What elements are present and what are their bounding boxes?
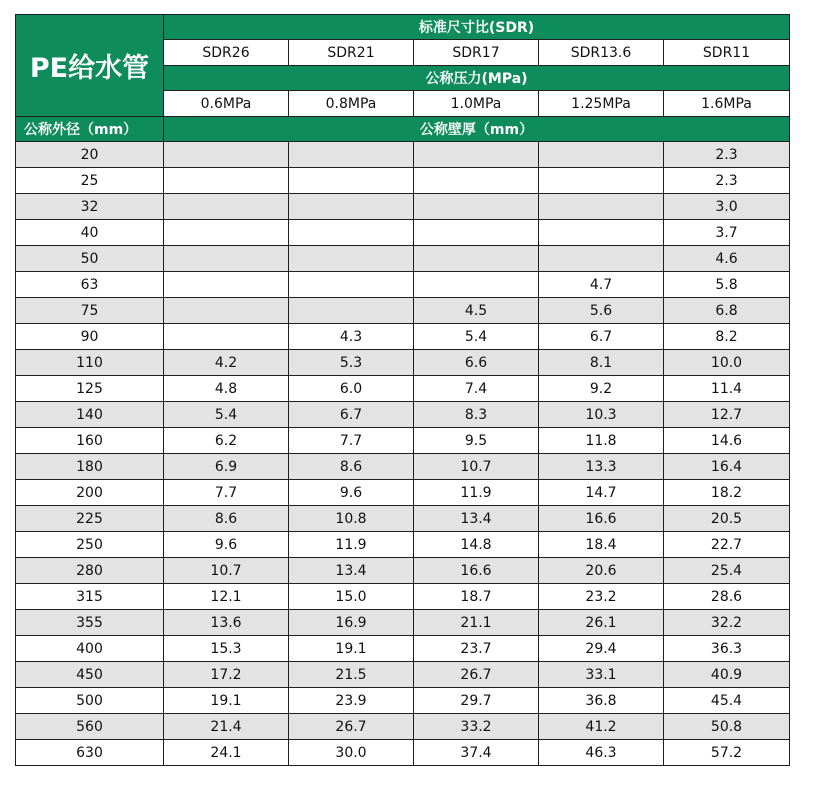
wall-thickness-cell: 11.9 — [414, 480, 539, 506]
wall-thickness-cell: 22.7 — [664, 532, 790, 558]
wall-thickness-cell: 4.6 — [664, 246, 790, 272]
table-row — [16, 298, 790, 324]
wall-thickness-cell: 14.8 — [414, 532, 539, 558]
wall-thickness-cell — [539, 142, 664, 168]
wall-thickness-cell — [414, 272, 539, 298]
wall-thickness-cell — [289, 220, 414, 246]
wall-thickness-cell: 10.7 — [164, 558, 289, 584]
wall-thickness-cell: 21.5 — [289, 662, 414, 688]
outer-diameter-cell: 400 — [16, 636, 164, 662]
wall-thickness-cell: 4.3 — [289, 324, 414, 350]
wall-thickness-cell — [414, 246, 539, 272]
wall-thickness-cell — [289, 246, 414, 272]
wall-thickness-cell: 12.1 — [164, 584, 289, 610]
wall-thickness-cell: 13.4 — [289, 558, 414, 584]
wall-thickness-cell: 16.4 — [664, 454, 790, 480]
wall-thickness-cell: 9.6 — [289, 480, 414, 506]
wall-thickness-cell: 23.9 — [289, 688, 414, 714]
table-row — [16, 740, 790, 766]
wall-thickness-cell: 33.2 — [414, 714, 539, 740]
table-row — [16, 532, 790, 558]
outer-diameter-cell: 250 — [16, 532, 164, 558]
wall-thickness-cell: 13.3 — [539, 454, 664, 480]
wall-thickness-cell: 17.2 — [164, 662, 289, 688]
wall-thickness-cell: 5.3 — [289, 350, 414, 376]
wall-thickness-cell: 23.2 — [539, 584, 664, 610]
wall-thickness-cell: 24.1 — [164, 740, 289, 766]
outer-diameter-cell: 500 — [16, 688, 164, 714]
wall-thickness-cell: 29.7 — [414, 688, 539, 714]
table-row — [16, 558, 790, 584]
thickness-header: 公称壁厚（mm） — [164, 117, 790, 142]
wall-thickness-cell — [414, 168, 539, 194]
pressure-header: 公称压力(MPa) — [164, 66, 790, 91]
outer-diameter-cell: 75 — [16, 298, 164, 324]
wall-thickness-cell: 16.6 — [539, 506, 664, 532]
wall-thickness-cell — [164, 272, 289, 298]
wall-thickness-cell — [289, 142, 414, 168]
pressure-cell: 0.8MPa — [289, 91, 414, 117]
wall-thickness-cell: 18.4 — [539, 532, 664, 558]
wall-thickness-cell: 26.1 — [539, 610, 664, 636]
diameter-header: 公称外径（mm） — [16, 117, 164, 142]
sdr-cell: SDR26 — [164, 40, 289, 66]
wall-thickness-cell — [289, 168, 414, 194]
wall-thickness-cell — [414, 142, 539, 168]
outer-diameter-cell: 200 — [16, 480, 164, 506]
wall-thickness-cell: 8.2 — [664, 324, 790, 350]
wall-thickness-cell: 5.4 — [414, 324, 539, 350]
wall-thickness-cell: 32.2 — [664, 610, 790, 636]
wall-thickness-cell: 4.8 — [164, 376, 289, 402]
wall-thickness-cell: 11.8 — [539, 428, 664, 454]
wall-thickness-cell: 20.5 — [664, 506, 790, 532]
wall-thickness-cell: 4.2 — [164, 350, 289, 376]
outer-diameter-cell: 225 — [16, 506, 164, 532]
wall-thickness-cell — [164, 324, 289, 350]
table-row — [16, 584, 790, 610]
table-row — [16, 714, 790, 740]
table-row — [16, 688, 790, 714]
wall-thickness-cell: 41.2 — [539, 714, 664, 740]
wall-thickness-cell: 14.6 — [664, 428, 790, 454]
outer-diameter-cell: 180 — [16, 454, 164, 480]
wall-thickness-cell — [289, 194, 414, 220]
wall-thickness-cell — [539, 168, 664, 194]
outer-diameter-cell: 140 — [16, 402, 164, 428]
wall-thickness-cell — [164, 194, 289, 220]
wall-thickness-cell: 8.6 — [164, 506, 289, 532]
wall-thickness-cell: 6.8 — [664, 298, 790, 324]
table-row — [16, 428, 790, 454]
wall-thickness-cell — [289, 272, 414, 298]
wall-thickness-cell: 10.8 — [289, 506, 414, 532]
wall-thickness-cell: 21.4 — [164, 714, 289, 740]
wall-thickness-cell — [539, 246, 664, 272]
wall-thickness-cell — [539, 220, 664, 246]
wall-thickness-cell: 40.9 — [664, 662, 790, 688]
table-row — [16, 350, 790, 376]
wall-thickness-cell: 37.4 — [414, 740, 539, 766]
wall-thickness-cell: 6.9 — [164, 454, 289, 480]
wall-thickness-cell: 4.7 — [539, 272, 664, 298]
outer-diameter-cell: 63 — [16, 272, 164, 298]
wall-thickness-cell: 9.2 — [539, 376, 664, 402]
pressure-cell: 1.25MPa — [539, 91, 664, 117]
sdr-cell: SDR13.6 — [539, 40, 664, 66]
outer-diameter-cell: 50 — [16, 246, 164, 272]
wall-thickness-cell: 7.7 — [164, 480, 289, 506]
table-row — [16, 142, 790, 168]
wall-thickness-cell: 50.8 — [664, 714, 790, 740]
table-row — [16, 194, 790, 220]
wall-thickness-cell: 19.1 — [289, 636, 414, 662]
wall-thickness-cell: 46.3 — [539, 740, 664, 766]
outer-diameter-cell: 90 — [16, 324, 164, 350]
outer-diameter-cell: 40 — [16, 220, 164, 246]
outer-diameter-cell: 160 — [16, 428, 164, 454]
wall-thickness-cell: 45.4 — [664, 688, 790, 714]
wall-thickness-cell: 2.3 — [664, 168, 790, 194]
outer-diameter-cell: 32 — [16, 194, 164, 220]
wall-thickness-cell: 26.7 — [414, 662, 539, 688]
wall-thickness-cell: 6.7 — [289, 402, 414, 428]
wall-thickness-cell: 13.4 — [414, 506, 539, 532]
wall-thickness-cell: 7.7 — [289, 428, 414, 454]
wall-thickness-cell: 15.3 — [164, 636, 289, 662]
table-row — [16, 480, 790, 506]
wall-thickness-cell: 57.2 — [664, 740, 790, 766]
wall-thickness-cell: 18.7 — [414, 584, 539, 610]
wall-thickness-cell: 9.5 — [414, 428, 539, 454]
wall-thickness-cell: 29.4 — [539, 636, 664, 662]
table-row — [16, 610, 790, 636]
wall-thickness-cell: 15.0 — [289, 584, 414, 610]
pe-pipe-spec-table — [15, 14, 790, 766]
wall-thickness-cell: 18.2 — [664, 480, 790, 506]
table-row — [16, 168, 790, 194]
wall-thickness-cell: 13.6 — [164, 610, 289, 636]
wall-thickness-cell: 6.6 — [414, 350, 539, 376]
pressure-cell: 1.0MPa — [414, 91, 539, 117]
wall-thickness-cell: 4.5 — [414, 298, 539, 324]
sdr-header: 标准尺寸比(SDR) — [164, 15, 790, 40]
outer-diameter-cell: 280 — [16, 558, 164, 584]
table-row — [16, 402, 790, 428]
outer-diameter-cell: 110 — [16, 350, 164, 376]
sdr-cell: SDR17 — [414, 40, 539, 66]
wall-thickness-cell — [539, 194, 664, 220]
wall-thickness-cell: 20.6 — [539, 558, 664, 584]
wall-thickness-cell — [414, 220, 539, 246]
wall-thickness-cell: 10.0 — [664, 350, 790, 376]
table-row — [16, 662, 790, 688]
wall-thickness-cell: 16.9 — [289, 610, 414, 636]
wall-thickness-cell: 5.6 — [539, 298, 664, 324]
pressure-cell: 1.6MPa — [664, 91, 790, 117]
wall-thickness-cell: 36.3 — [664, 636, 790, 662]
wall-thickness-cell — [164, 298, 289, 324]
wall-thickness-cell: 9.6 — [164, 532, 289, 558]
wall-thickness-cell: 6.2 — [164, 428, 289, 454]
wall-thickness-cell: 12.7 — [664, 402, 790, 428]
wall-thickness-cell: 25.4 — [664, 558, 790, 584]
table-row — [16, 506, 790, 532]
wall-thickness-cell — [164, 246, 289, 272]
wall-thickness-cell — [414, 194, 539, 220]
table-row — [16, 220, 790, 246]
wall-thickness-cell: 3.0 — [664, 194, 790, 220]
wall-thickness-cell: 11.9 — [289, 532, 414, 558]
table-row — [16, 272, 790, 298]
wall-thickness-cell: 26.7 — [289, 714, 414, 740]
table-title: PE给水管 — [16, 15, 164, 117]
outer-diameter-cell: 125 — [16, 376, 164, 402]
wall-thickness-cell: 6.7 — [539, 324, 664, 350]
wall-thickness-cell: 5.4 — [164, 402, 289, 428]
table-body — [16, 142, 790, 766]
wall-thickness-cell: 3.7 — [664, 220, 790, 246]
table-row — [16, 636, 790, 662]
wall-thickness-cell — [164, 168, 289, 194]
wall-thickness-cell: 8.6 — [289, 454, 414, 480]
wall-thickness-cell — [289, 298, 414, 324]
wall-thickness-cell: 8.1 — [539, 350, 664, 376]
wall-thickness-cell: 6.0 — [289, 376, 414, 402]
table-row — [16, 324, 790, 350]
outer-diameter-cell: 450 — [16, 662, 164, 688]
wall-thickness-cell: 10.3 — [539, 402, 664, 428]
wall-thickness-cell: 5.8 — [664, 272, 790, 298]
wall-thickness-cell: 10.7 — [414, 454, 539, 480]
wall-thickness-cell: 7.4 — [414, 376, 539, 402]
outer-diameter-cell: 630 — [16, 740, 164, 766]
wall-thickness-cell: 21.1 — [414, 610, 539, 636]
wall-thickness-cell: 19.1 — [164, 688, 289, 714]
outer-diameter-cell: 560 — [16, 714, 164, 740]
wall-thickness-cell: 23.7 — [414, 636, 539, 662]
wall-thickness-cell — [164, 220, 289, 246]
table-row — [16, 246, 790, 272]
outer-diameter-cell: 315 — [16, 584, 164, 610]
outer-diameter-cell: 20 — [16, 142, 164, 168]
outer-diameter-cell: 355 — [16, 610, 164, 636]
wall-thickness-cell: 36.8 — [539, 688, 664, 714]
wall-thickness-cell: 14.7 — [539, 480, 664, 506]
sdr-cell: SDR21 — [289, 40, 414, 66]
table-row — [16, 376, 790, 402]
wall-thickness-cell: 16.6 — [414, 558, 539, 584]
pressure-cell: 0.6MPa — [164, 91, 289, 117]
table-row — [16, 454, 790, 480]
wall-thickness-cell: 30.0 — [289, 740, 414, 766]
wall-thickness-cell: 33.1 — [539, 662, 664, 688]
sdr-cell: SDR11 — [664, 40, 790, 66]
wall-thickness-cell — [164, 142, 289, 168]
pe-pipe-spec-table-container — [15, 14, 789, 766]
wall-thickness-cell: 11.4 — [664, 376, 790, 402]
wall-thickness-cell: 2.3 — [664, 142, 790, 168]
outer-diameter-cell: 25 — [16, 168, 164, 194]
wall-thickness-cell: 8.3 — [414, 402, 539, 428]
wall-thickness-cell: 28.6 — [664, 584, 790, 610]
